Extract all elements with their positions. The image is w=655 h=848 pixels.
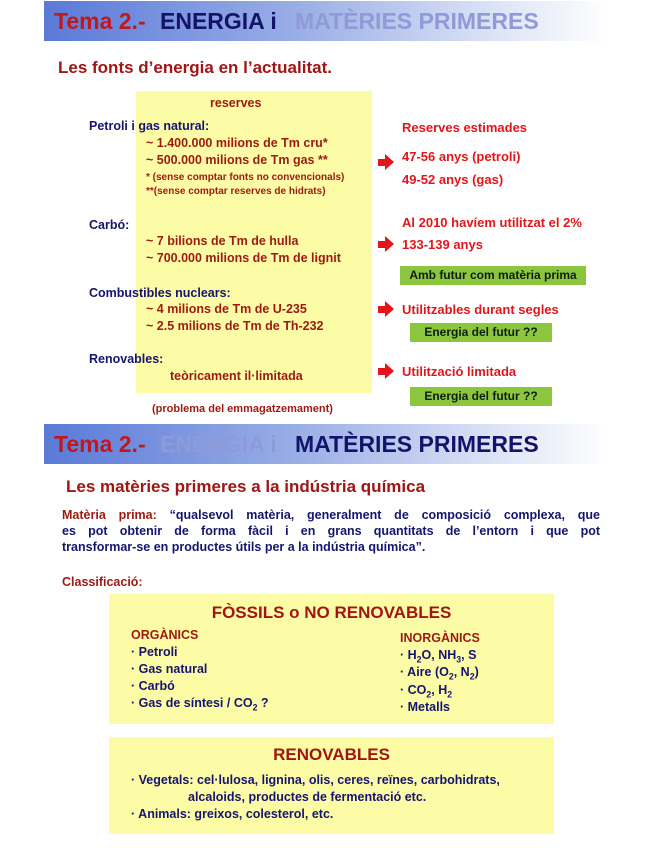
inorganics-item-2: · Aire ($O_2$, $N_2$)	[400, 665, 479, 682]
nuclears-label: Combustibles nuclears:	[89, 286, 231, 300]
carbo-line2: ~ 700.000 milions de Tm de lignit	[146, 251, 341, 265]
nuclears-right1: Utilitzables durant segles	[402, 302, 559, 317]
slide1-title-part1: ENERGIA i	[160, 8, 277, 34]
carbo-future-badge: Amb futur com matèria prima	[400, 266, 586, 285]
nuclears-future-badge: Energia del futur ??	[410, 323, 552, 342]
renewables-heading: RENOVABLES	[273, 745, 390, 764]
organics-item-1: · Petroli	[131, 645, 178, 659]
carbo-line1: ~ 7 bilions de Tm de hulla	[146, 234, 299, 248]
petroli-line2: ~ 500.000 milions de Tm gas **	[146, 153, 328, 167]
definition-label: Matèria prima:	[62, 508, 157, 522]
petroli-right2: 49-52 anys (gas)	[402, 172, 504, 187]
renovables-line1: teòricament il·limitada	[170, 369, 303, 383]
renewables-animals: · Animals: greixos, colesterol, etc.	[131, 807, 334, 821]
definition-line1: “qualsevol matèria, generalment de composició complexa, que	[169, 508, 600, 522]
slide2-title-bar	[44, 424, 610, 464]
slide1-subtitle: Les fonts d’energia en l’actualitat.	[58, 58, 332, 77]
slide2-title-part2: MATÈRIES PRIMERES	[295, 431, 539, 457]
inorganics-item-3: · $CO_2$, $H_2$	[400, 683, 453, 700]
renovables-right1: Utilització limitada	[402, 364, 517, 379]
definition-line3: transformar-se en productes útils per a la indústria química”.	[62, 540, 426, 554]
reserves-heading: reserves	[210, 96, 262, 110]
definition-block	[62, 507, 600, 555]
carbo-right-heading: Al 2010 havíem utilitzat el 2%	[402, 215, 582, 230]
classification-label: Classificació:	[62, 575, 143, 589]
definition-line2: es pot obtenir de forma fàcil i en grans quantitats de l’entorn i que pot	[62, 524, 600, 538]
petroli-note1: * (sense comptar fonts no convencionals)	[146, 172, 345, 183]
petroli-right1: 47-56 anys (petroli)	[402, 149, 521, 164]
renewables-vegetals: · Vegetals: cel·lulosa, lignina, olis, ceres, reïnes, carbohidrats,	[131, 773, 500, 787]
inorganics-item-4: · Metalls	[400, 700, 451, 714]
organics-heading: ORGÀNICS	[131, 628, 199, 642]
slide2-subtitle: Les matèries primeres a la indústria química	[66, 477, 426, 496]
renovables-label: Renovables:	[89, 352, 164, 366]
renewables-vegetals-cont: alcaloids, productes de fermentació etc.	[188, 790, 427, 804]
petroli-right-heading: Reserves estimades	[402, 120, 528, 135]
carbo-label: Carbó:	[89, 218, 130, 232]
inorganics-heading: INORGÀNICS	[400, 631, 480, 645]
inorganics-item-1: · $H_2O$, $NH_3$, S	[400, 648, 477, 665]
nuclears-line2: ~ 2.5 milions de Tm de Th-232	[146, 319, 324, 333]
slide2-title-part1: ENERGIA i	[160, 431, 277, 457]
petroli-note2: **(sense comptar reserves de hidrats)	[146, 186, 326, 197]
organics-item-3: · Carbó	[131, 679, 175, 693]
storage-footer: (problema del emmagatzemament)	[152, 403, 333, 415]
organics-item-2: · Gas natural	[131, 662, 208, 676]
petroli-line1: ~ 1.400.000 milions de Tm cru*	[146, 136, 328, 150]
nuclears-line1: ~ 4 milions de Tm de U-235	[146, 302, 307, 316]
slide2-title-prefix: Tema 2.-	[54, 431, 146, 457]
definition-row1	[62, 507, 600, 523]
renovables-future-badge: Energia del futur ??	[410, 387, 552, 406]
slide1-title-part2: MATÈRIES PRIMERES	[295, 8, 539, 34]
slide1-title-bar	[44, 1, 610, 41]
fossils-heading: FÒSSILS o NO RENOVABLES	[211, 603, 452, 622]
slide1-title-prefix: Tema 2.-	[54, 8, 146, 34]
organics-item-4: · Gas de síntesi / $CO_2$ ?	[131, 696, 269, 713]
carbo-right1: 133-139 anys	[402, 237, 483, 252]
petroli-label: Petroli i gas natural:	[89, 119, 210, 133]
